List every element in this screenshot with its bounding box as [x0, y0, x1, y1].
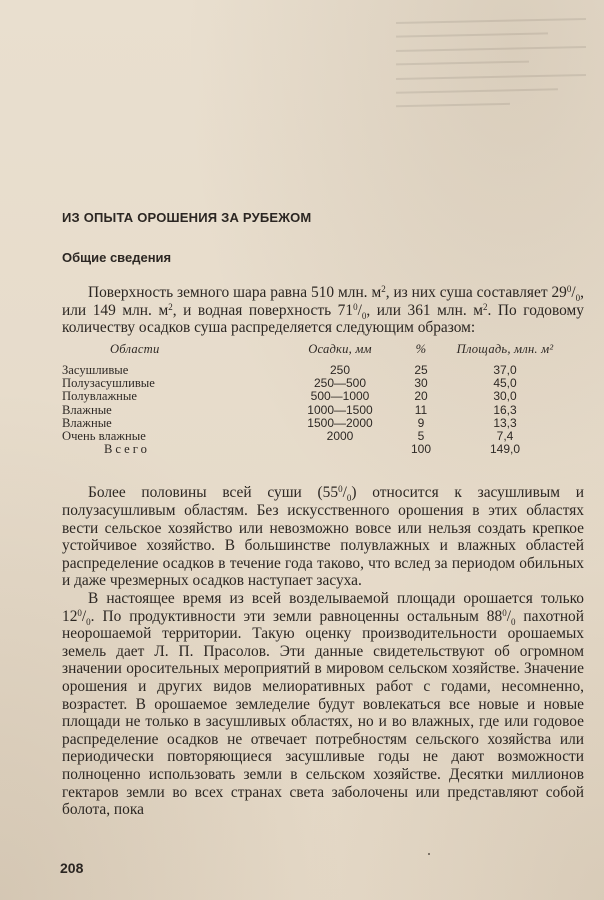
- cell-region: Влажные: [62, 402, 112, 417]
- page-content: [62, 210, 584, 819]
- page-number: 208: [60, 860, 84, 876]
- cell-area: 7,4: [496, 429, 514, 443]
- intro-paragraph: Поверхность земного шара равна 510 млн. $м^2$, из них суша составляет $29^0/_0$, или 149 млн. $м^2$, и водная поверхность $71^0/_0$, или 361 млн. $м^2$. По годовому количеству осадков суша распределяется следующим образом:: [62, 284, 584, 337]
- table-total-row: [62, 443, 568, 456]
- cell-total-empty: [280, 443, 400, 456]
- table-row: [62, 404, 568, 417]
- header-precipitation: Осадки, мм: [308, 341, 372, 356]
- header-area: Площадь, млн. м²: [456, 341, 554, 356]
- cell-total-label: Всего: [104, 442, 150, 457]
- cell-percent: 5: [417, 429, 425, 443]
- cell-area: 37,0: [493, 362, 517, 377]
- header-percent: %: [415, 341, 427, 356]
- cell-total-percent: 100: [410, 442, 432, 457]
- cell-precip: 2000: [326, 429, 354, 443]
- ink-speck: [428, 853, 430, 855]
- table-row: [62, 390, 568, 403]
- show-through-text: [396, 8, 586, 128]
- paragraph-3: В настоящее время из всей возделываемой площади орошается только $12^0/_0$. По продуктивности эти земли равноценны остальным $88^0/_0$ пахотной неорошаемой территории. Такую оценку производительности орошаемых земель дает Л. П. Прасолов. Эти данные свидетельствуют об огромном значении оросительных мероприятий в мировом сельском хозяйстве. Значение орошения и других видов мелиоративных работ с годами, несомненно, возрастет. В орошаемое земледелие будут вовлекаться все новые и новые площади не только в засушливых областях, но и во влажных, где или годовое распределение осадков не отвечает потребностям сельского хозяйства или периодически повторяющиеся засушливые годы не дают возможности полноценно использовать земли в сельском хозяйстве. Десятки миллионов гектаров земли во всех странах света заболочены или представляют собой болота, пока: [62, 589, 584, 819]
- paragraph-2: Более половины всей суши $(55^0/_0)$ относится к засушливым и полузасушливым областям. Без искусственного орошения в этих областях вести сельское хозяйство или невозможно вовсе или нельзя создать крепкое устойчивое хозяйство. В большинстве полувлажных и влажных областей распределение осадков в течение года таково, что вслед за периодом обильных и даже чрезмерных осадков наступает засуха.: [62, 484, 584, 590]
- cell-area: 13,3: [493, 415, 517, 430]
- cell-percent: 20: [414, 389, 428, 404]
- cell-percent: 30: [414, 376, 428, 391]
- subsection-title: Общие сведения: [62, 250, 172, 265]
- cell-precip: 500—1000: [310, 389, 370, 404]
- precipitation-table: [62, 343, 568, 457]
- cell-region: Очень влажные: [62, 429, 146, 443]
- cell-area: 16,3: [493, 402, 517, 417]
- table-header-row: [62, 343, 568, 364]
- cell-area: 45,0: [493, 376, 517, 391]
- cell-area: 30,0: [493, 389, 517, 404]
- cell-percent: 25: [414, 362, 428, 377]
- cell-total-area: 149,0: [489, 442, 521, 457]
- cell-precip: 1000—1500: [307, 402, 373, 417]
- cell-region: Полувлажные: [62, 389, 137, 404]
- cell-precip: 1500—2000: [307, 415, 373, 430]
- cell-precip: 250—500: [313, 376, 367, 391]
- cell-percent: 11: [414, 402, 428, 417]
- cell-percent: 9: [417, 415, 425, 430]
- cell-region: Полузасушливые: [62, 376, 155, 391]
- cell-precip: 250: [329, 362, 351, 377]
- section-title: ИЗ ОПЫТА ОРОШЕНИЯ ЗА РУБЕЖОМ: [62, 210, 312, 225]
- header-regions: Области: [110, 341, 160, 356]
- cell-region: Влажные: [62, 415, 112, 430]
- cell-region: Засушливые: [62, 362, 129, 377]
